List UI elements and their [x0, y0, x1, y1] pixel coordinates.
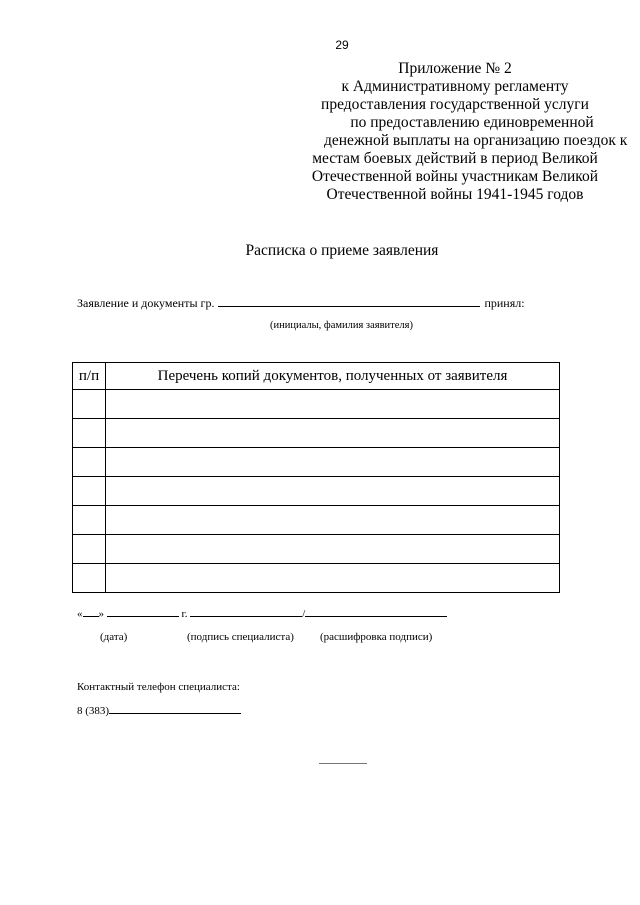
contact-label: Контактный телефон специалиста:	[77, 681, 240, 693]
row-number-cell[interactable]	[73, 419, 106, 448]
row-number-cell[interactable]	[73, 448, 106, 477]
table-row	[73, 564, 560, 593]
header-number: п/п	[73, 363, 106, 390]
row-document-cell[interactable]	[106, 448, 560, 477]
appendix-line: местам боевых действий в период Великой	[312, 150, 598, 167]
appendix-line: по предоставлению единовременной	[350, 114, 594, 131]
receipt-title: Расписка о приеме заявления	[245, 242, 439, 259]
day-blank[interactable]	[83, 607, 99, 617]
appendix-line: предоставления государственной услуги	[321, 96, 589, 113]
signature-decoding-blank[interactable]	[305, 607, 447, 617]
row-number-cell[interactable]	[73, 390, 106, 419]
appendix-line: денежной выплаты на организацию поездок к	[324, 132, 628, 149]
header-documents: Перечень копий документов, полученных от заявителя	[106, 363, 560, 390]
open-quote: «	[77, 608, 83, 620]
row-number-cell[interactable]	[73, 535, 106, 564]
caption-decoding: (расшифровка подписи)	[320, 631, 433, 643]
table-row	[73, 419, 560, 448]
phone-prefix: 8 (383)	[77, 705, 110, 717]
table-row	[73, 390, 560, 419]
row-document-cell[interactable]	[106, 535, 560, 564]
row-number-cell[interactable]	[73, 564, 106, 593]
appendix-line: Отечественной войны участникам Великой	[311, 168, 599, 185]
close-quote: »	[98, 608, 104, 620]
row-document-cell[interactable]	[106, 390, 560, 419]
row-document-cell[interactable]	[106, 419, 560, 448]
table-header-row	[73, 363, 560, 390]
row-document-cell[interactable]	[106, 506, 560, 535]
documents-table	[72, 362, 560, 593]
page-number: 29	[335, 38, 349, 52]
table-row	[73, 535, 560, 564]
caption-signature: (подпись специалиста)	[187, 631, 294, 643]
phone-blank[interactable]	[109, 704, 241, 714]
signature-captions	[100, 631, 432, 643]
table-row	[73, 477, 560, 506]
slash: /	[302, 608, 306, 620]
applicant-name-blank[interactable]	[218, 296, 480, 307]
appendix-line: Отечественной войны 1941-1945 годов	[326, 186, 584, 203]
appendix-line: к Административному регламенту	[341, 78, 569, 95]
row-document-cell[interactable]	[106, 564, 560, 593]
row-number-cell[interactable]	[73, 477, 106, 506]
row-document-cell[interactable]	[106, 477, 560, 506]
year-mark: г.	[181, 608, 188, 620]
appendix-line: Приложение № 2	[398, 60, 512, 77]
applicant-hint: (инициалы, фамилия заявителя)	[270, 320, 413, 331]
intro-prefix: Заявление и документы гр.	[77, 296, 215, 310]
signature-row	[77, 607, 447, 620]
end-divider	[319, 763, 367, 764]
table-row	[73, 506, 560, 535]
table-row	[73, 448, 560, 477]
intro-row	[77, 296, 525, 311]
signature-blank[interactable]	[190, 607, 302, 617]
phone-row	[77, 704, 241, 717]
row-number-cell[interactable]	[73, 506, 106, 535]
caption-date: (дата)	[100, 631, 128, 643]
month-blank[interactable]	[107, 607, 179, 617]
appendix-header	[290, 60, 628, 204]
intro-suffix: принял:	[484, 296, 525, 310]
